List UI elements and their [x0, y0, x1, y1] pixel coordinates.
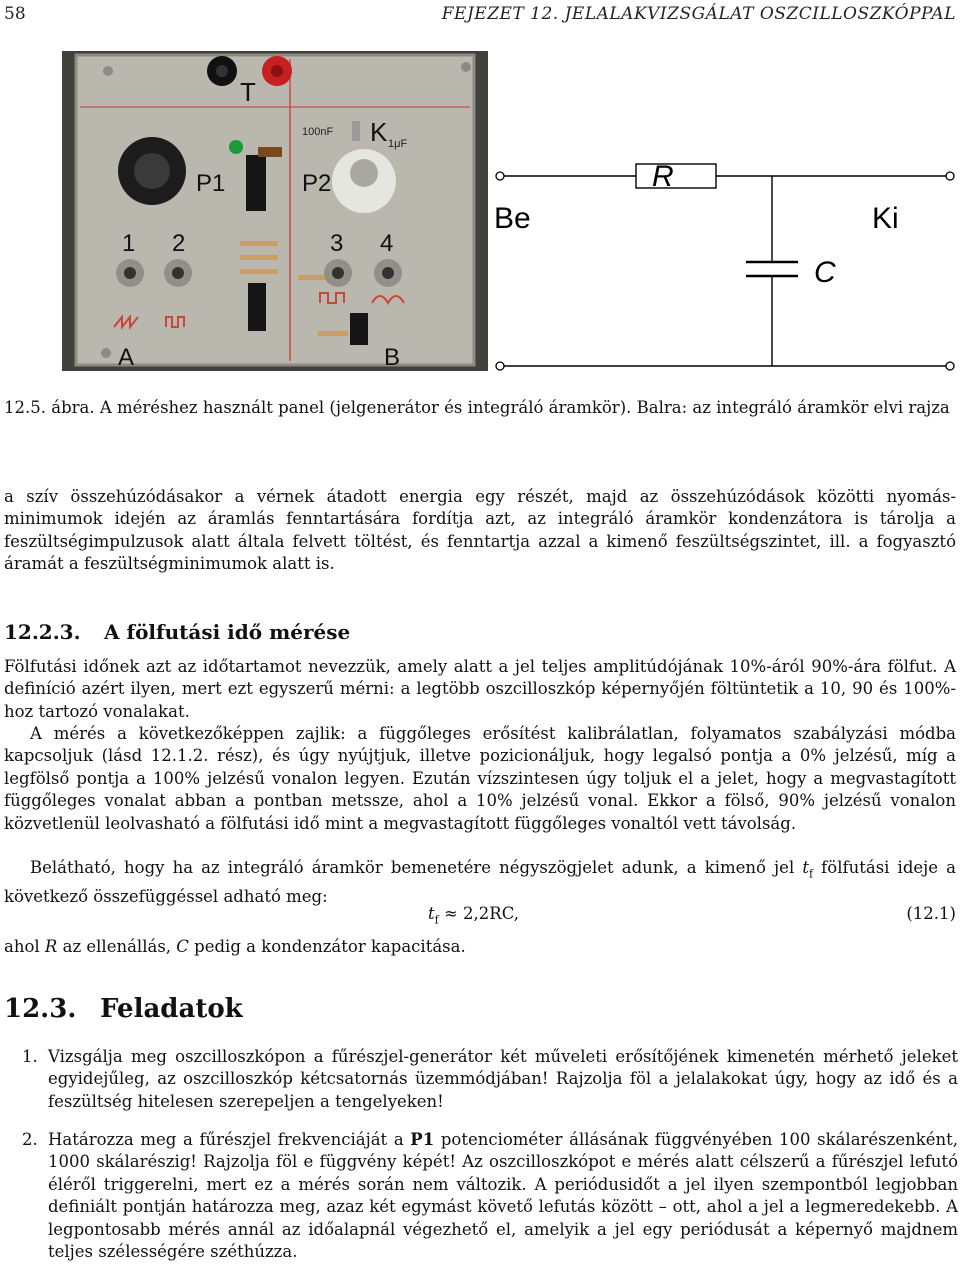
list-item-text: Vizsgálja meg oszcilloszkópon a fűrészjel-generátor két műveleti erősítőjének kimenetén mérhető jeleket egyidejűleg, az oszcilloszkóp kétcsatornás üzemmódjában! Rajzolja föl a jelalakokat úgy, hogy az idő és a feszültség hitelesen szerepeljen a tengelyeken! [48, 1047, 958, 1111]
paragraph: Belátható, hogy ha az integráló áramkör bemenetére négyszögjelet adunk, a kimenő jel $t_f$ fölfutási ideje a következő összefüggéssel adható meg: [4, 858, 956, 906]
paragraph: Fölfutási időnek azt az időtartamot nevezzük, amely alatt a jel teljes amplitúdójának 10%-áról 90%-ára fölfut. A definíció azért ilyen, mert ezt egyszerű mérni: a legtöbb oszcilloszkóp képernyőjén föltüntetik a 10, 90 és 100%-hoz tartozó vonalakat. [4, 657, 956, 721]
list-item-number: 1. [22, 1047, 38, 1066]
ic-chip [246, 155, 266, 211]
panel-photo [62, 51, 488, 371]
connector-4-label: 4 [380, 230, 394, 257]
list-item-number: 2. [22, 1130, 38, 1149]
bnc-connector-icon [324, 259, 352, 287]
label-P2: P2 [302, 170, 332, 197]
capacitor-label: C [814, 256, 836, 289]
equation: $t_f \approx 2,2RC$, [428, 904, 519, 927]
figure-caption: 12.5. ábra. A méréshez használt panel (jelgenerátor és integráló áramkör). Balra: az integráló áramkör elvi rajza [4, 398, 950, 417]
connector-1-label: 1 [122, 230, 136, 257]
connector-3-label: 3 [330, 230, 344, 257]
chapter-number: 12.3. [4, 994, 77, 1024]
output-label: Ki [872, 202, 899, 235]
section-heading [4, 620, 350, 644]
label-B: B [384, 344, 401, 371]
paragraph: a szív összehúzódásakor a vérnek átadott energia egy részét, majd az összehúzódások közötti nyomás-minimumok idején az áramlás fenntartására fordítja azt, az integráló áramkör kondenzátora is tárolja a feszültségimpulzusok alatt általa felvett töltést, és fenntartja azzal a kimenő feszültségszintet, ill. a fogyasztó áramát a feszültségminimumok alatt is. [4, 487, 956, 574]
section-number: 12.2.3. [4, 620, 81, 644]
cap-100nF-label: 100nF [302, 126, 334, 138]
resistor-label: R [652, 160, 674, 193]
rise-time-symbol: t [802, 858, 809, 877]
screw-icon [103, 66, 113, 76]
bnc-connector-icon [164, 259, 192, 287]
label-T: T [240, 77, 256, 107]
input-label: Be [494, 202, 531, 235]
screw-icon [461, 62, 471, 72]
terminal-icon [946, 172, 954, 180]
running-title: FEJEZET 12. JELALAKVIZSGÁLAT OSZCILLOSZKÓPPAL [441, 4, 956, 24]
page-number: 58 [4, 4, 26, 24]
label-A: A [118, 344, 135, 371]
cap-1uF-label: 1μF [388, 138, 408, 150]
ic-chip [248, 283, 266, 331]
paragraph: ahol R az ellenállás, C pedig a kondenzátor kapacitása. [4, 937, 466, 956]
section-title: A fölfutási idő mérése [104, 620, 351, 644]
resistor-symbol [636, 164, 716, 188]
label-P1: P1 [196, 170, 226, 197]
led-icon [229, 140, 243, 154]
chapter-heading [4, 994, 243, 1024]
bnc-connector-icon [374, 259, 402, 287]
paragraph: A mérés a következőképpen zajlik: a függőleges erősítést kalibrálatlan, folyamatos szabályzási módba kapcsoljuk (lásd 12.1.2. rész), és úgy nyújtjuk, illetve pozicionáljuk, hogy legalsó pontja a 0% jelzésű, míg a legfölső pontja a 100% jelzésű vonalon legyen. Ezután vízszintesen úgy toljuk el a jelet, hogy a megvastagított függőleges vonalat abban a pontban metssze, ahol a 10% jelzésű vonal. Ekkor a fölső, 90% jelzésű vonalon közvetlenül leolvasható a fölfutási idő mint a megvastagított függőleges vonaltól vett távolság. [4, 724, 956, 833]
ic-chip [350, 313, 368, 345]
bnc-connector-icon [116, 259, 144, 287]
equation-number: (12.1) [906, 904, 956, 923]
integrator-circuit-diagram [488, 140, 958, 380]
screw-icon [101, 348, 111, 358]
terminal-icon [496, 172, 504, 180]
list-item-text: Határozza meg a fűrészjel frekvenciáját a P1 potenciométer állásának függvényében 100 skálarészenként, 1000 skálarészig! Rajzolja föl e függvény képét! Az oszcilloszkópot e mérés alatt célszerű a fűrészjel lefutó éléről triggerelni, mert ez a mérés során nem változik. A periódusidőt a jel ilyen szempontból legjobban definiált pontján határozza meg, azaz két egymást követő lefutás között – ott, ahol a jel a legmeredekebb. A legpontosabb mérés annál az időalapnál végezhető el, amelyik a jel egy periódusát a képernyő majdnem teljes szélességére széthúzza. [48, 1130, 959, 1262]
connector-2-label: 2 [172, 230, 186, 257]
chapter-title: Feladatok [100, 994, 243, 1024]
label-K: K [370, 117, 388, 147]
terminal-icon [946, 362, 954, 370]
switch-icon [352, 121, 360, 141]
terminal-icon [496, 362, 504, 370]
